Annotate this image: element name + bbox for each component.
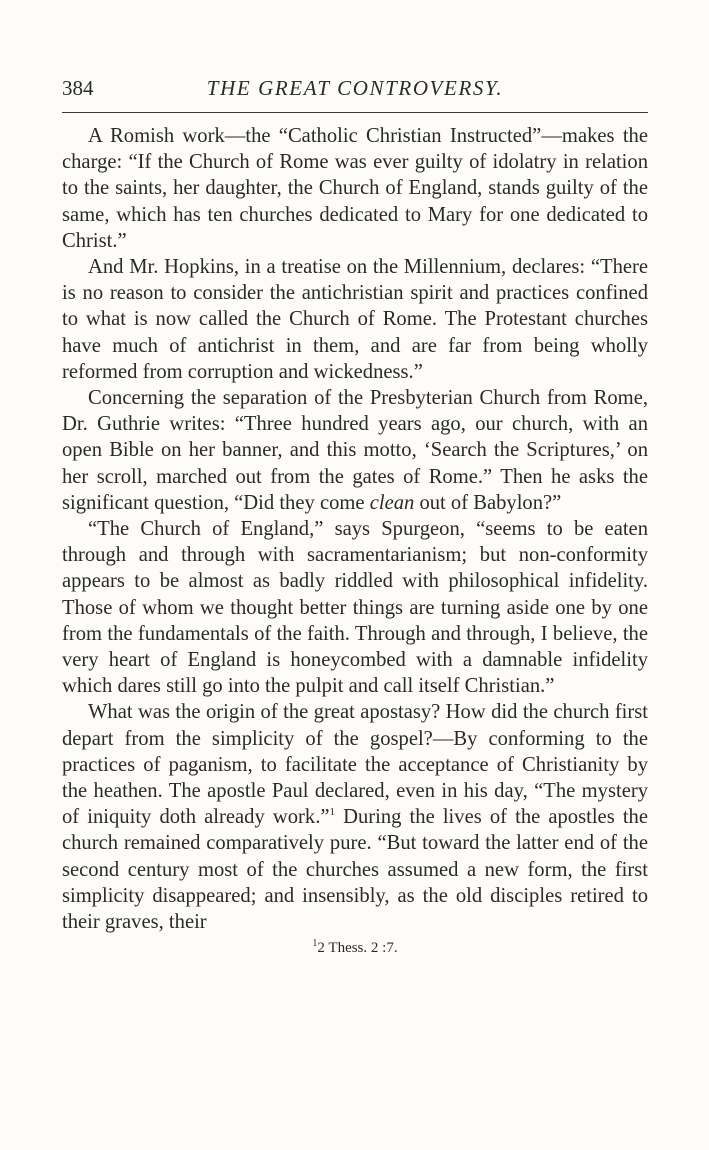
guthrie-text: Concerning the separation of the Presbyterian Church from Rome, Dr. Guthrie writes: “Three hundred years ago, our church, with an open Bible on her banner, and this motto, ‘Search the Scriptures,’ on her scroll, marched out from the gates of Rome.” Then he asks the significant question, “Did they come [62,387,648,514]
header-rule [62,112,648,113]
running-title: THE GREAT CONTROVERSY. [206,76,504,100]
paragraph-romish-work: A Romish work—the “Catholic Christian Instructed”—makes the charge: “If the Church of Rome was ever guilty of idolatry in relation to the saints, her daughter, the Church of England, stands guilty of the same, which has ten churches dedicated to Mary for one dedicated to Christ.” [62,125,648,252]
emphasized-word: clean [369,491,415,514]
footnote [62,937,648,959]
paragraph-spurgeon: “The Church of England,” says Spurgeon, “seems to be eaten through and through with sacramentarianism; but non-conformity appears to be almost as badly riddled with philosophical infidelity. Those of whom we thought better things are turning aside one by one from the fundamentals of the faith. Through and through, I believe, the very heart of England is honeycombed with a damnable infidelity which dares still go into the pulpit and call itself Christian.” [62,518,648,698]
apostasy-text-end: During the lives of the apostles the church remained comparatively pure. “But toward the latter end of the second century most of the churches assumed a new form, the first simplicity disappeared; and insensibly, as the old disciples retired to their graves, their [62,806,648,934]
guthrie-text-end: out of Babylon?” [414,491,562,514]
page-number: 384 [62,76,94,100]
paragraph-hopkins: And Mr. Hopkins, in a treatise on the Millennium, declares: “There is no reason to consider the antichristian spirit and practices confined to what is now called the Church of Rome. The Protestant churches have much of antichrist in them, and are far from being wholly reformed from corruption and wickedness.” [62,256,648,383]
book-page [62,70,648,959]
body-text [62,123,648,935]
footnote-text: 2 Thess. 2 :7. [317,940,398,957]
footnote-reference: 1 [329,806,335,819]
paragraph-apostasy [62,699,648,935]
footnote-marker: 1 [312,938,318,950]
apostasy-text: What was the origin of the great apostasy? How did the church first depart from the simplicity of the gospel?—By conforming to the practices of paganism, to facilitate the acceptance of Christianity by the heathen. The apostle Paul declared, even in his day, “The mystery of iniquity doth already work.” [62,701,648,829]
running-head [62,70,648,106]
paragraph-guthrie [62,385,648,516]
